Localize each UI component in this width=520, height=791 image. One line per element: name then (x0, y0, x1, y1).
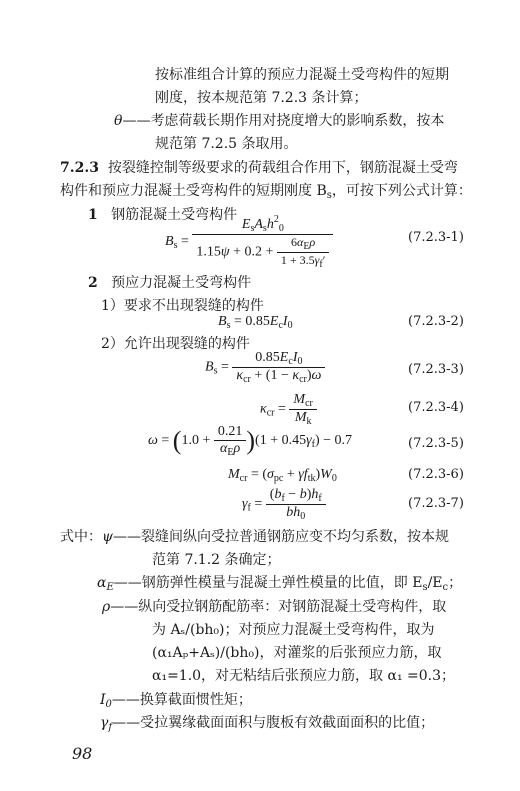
definition-rho-line-1 (102, 596, 446, 616)
theta-definition-line-1 (114, 110, 444, 130)
clause-text-1: 按裂缝控制等级要求的荷载组合作用下，钢筋混凝土受弯 (107, 160, 458, 176)
sub-item-1: 1）要求不出现裂缝的构件 (101, 298, 264, 314)
I0-symbol: $I_0$ (100, 692, 112, 710)
item-1-label: 1 (88, 207, 98, 223)
equation-4-number: (7.2.3-4) (408, 400, 464, 415)
equation-3: $B_s$ = $\frac{0.85E_cI_0}{\kappa_{cr} + (1 - \kappa_{cr})\omega}$ (205, 350, 325, 385)
clause-number: 7.2.3 (60, 160, 99, 176)
definition-gamma (100, 712, 434, 733)
theta-text: ——考虑荷载长期作用对挠度增大的影响系数，按本 (122, 113, 445, 129)
equation-7-number: (7.2.3-7) (408, 496, 464, 511)
alphaE-s-sub: s (422, 582, 428, 593)
definition-alphaE (97, 572, 462, 593)
equation-6: $M_{cr} = (\sigma_{pc} + \gamma f_{tk})W_0$ (228, 467, 337, 484)
definition-rho-line-2: 为 Aₛ/(bh₀)；对预应力混凝土受弯构件，取为 (152, 622, 435, 638)
alphaE-text: ——钢筋弹性模量与混凝土弹性模量的比值，即 E (113, 575, 423, 591)
alphaE-text-end: /E (427, 575, 443, 591)
intro-line-1: 按标准组合计算的预应力混凝土受弯构件的短期 (155, 67, 449, 83)
I0-text: ——换算截面惯性矩； (111, 692, 252, 708)
equation-3-number: (7.2.3-3) (408, 362, 464, 377)
alphaE-semicolon: ； (448, 575, 463, 591)
equation-1-number: (7.2.3-1) (408, 230, 464, 245)
rho-symbol: ρ (102, 599, 111, 615)
equation-6-number: (7.2.3-6) (408, 467, 464, 482)
psi-text-1: ——裂缝间纵向受拉普通钢筋应变不均匀系数，按本规 (112, 529, 449, 545)
equation-1: $B_s$ = $E_sA_sh^2_0$ 1.15ψ + 0.2 + $\frac{6\alpha_E\rho}{1 + 3.5\gamma_f'}$ (165, 214, 333, 270)
definition-psi-line-1 (60, 526, 449, 546)
alphaE-c-sub: c (442, 582, 449, 593)
theta-symbol: θ (114, 113, 123, 129)
clause-text-2-end: ，可按下列公式计算： (331, 183, 472, 199)
equation-4: $\kappa_{cr}$ = $\frac{M_{cr}}{M_k}$ (260, 392, 317, 427)
definitions-intro: 式中： (60, 529, 102, 545)
clause-text-2: 构件和预应力混凝土受弯构件的短期刚度 B (60, 183, 327, 199)
definition-rho-line-4: α₁=1.0，对无粘结后张预应力筋，取 α₁ =0.3； (152, 668, 456, 684)
equation-7: $\gamma_f$ = $\frac{(b_f - b)h_f}{bh_0}$ (242, 487, 326, 522)
page-number: 98 (72, 744, 93, 763)
alphaE-symbol: $\alpha_E$ (97, 575, 114, 593)
clause-bs-sub: s (326, 190, 332, 201)
definition-psi-line-2: 范第 7.1.2 条确定； (152, 552, 281, 568)
gamma-symbol: $\gamma_f$ (100, 715, 113, 733)
gamma-text: ——受拉翼缘截面面积与腹板有效截面面积的比值； (112, 715, 435, 731)
clause-line-2 (60, 180, 472, 201)
equation-2-number: (7.2.3-2) (408, 314, 464, 329)
equation-5: ω = (1.0 + $\frac{0.21}{\alpha_E\rho}$ )$(1 + 0.45\gamma_f) - 0.7$ (148, 424, 353, 458)
item-2 (88, 272, 251, 292)
definition-I0 (100, 689, 252, 710)
theta-definition-line-2: 规范第 7.2.5 条取用。 (155, 136, 298, 152)
intro-line-2: 刚度，按本规范第 7.2.3 条计算； (155, 90, 368, 106)
clause-line-1 (60, 157, 458, 177)
rho-text-1: ——纵向受拉钢筋配筋率：对钢筋混凝土受弯构件，取 (110, 599, 447, 615)
definition-rho-line-3: (α₁Aₚ+Aₛ)/(bh₀)，对灌浆的后张预应力筋，取 (152, 645, 442, 661)
equation-5-number: (7.2.3-5) (408, 436, 464, 451)
item-1-text: 钢筋混凝土受弯构件 (111, 207, 238, 223)
equation-2: $B_s = 0.85E_cI_0$ (218, 314, 293, 331)
item-2-text: 预应力混凝土受弯构件 (111, 275, 252, 291)
sub-item-2: 2）允许出现裂缝的构件 (101, 336, 250, 352)
item-2-label: 2 (88, 275, 98, 291)
psi-symbol: ψ (102, 529, 113, 545)
